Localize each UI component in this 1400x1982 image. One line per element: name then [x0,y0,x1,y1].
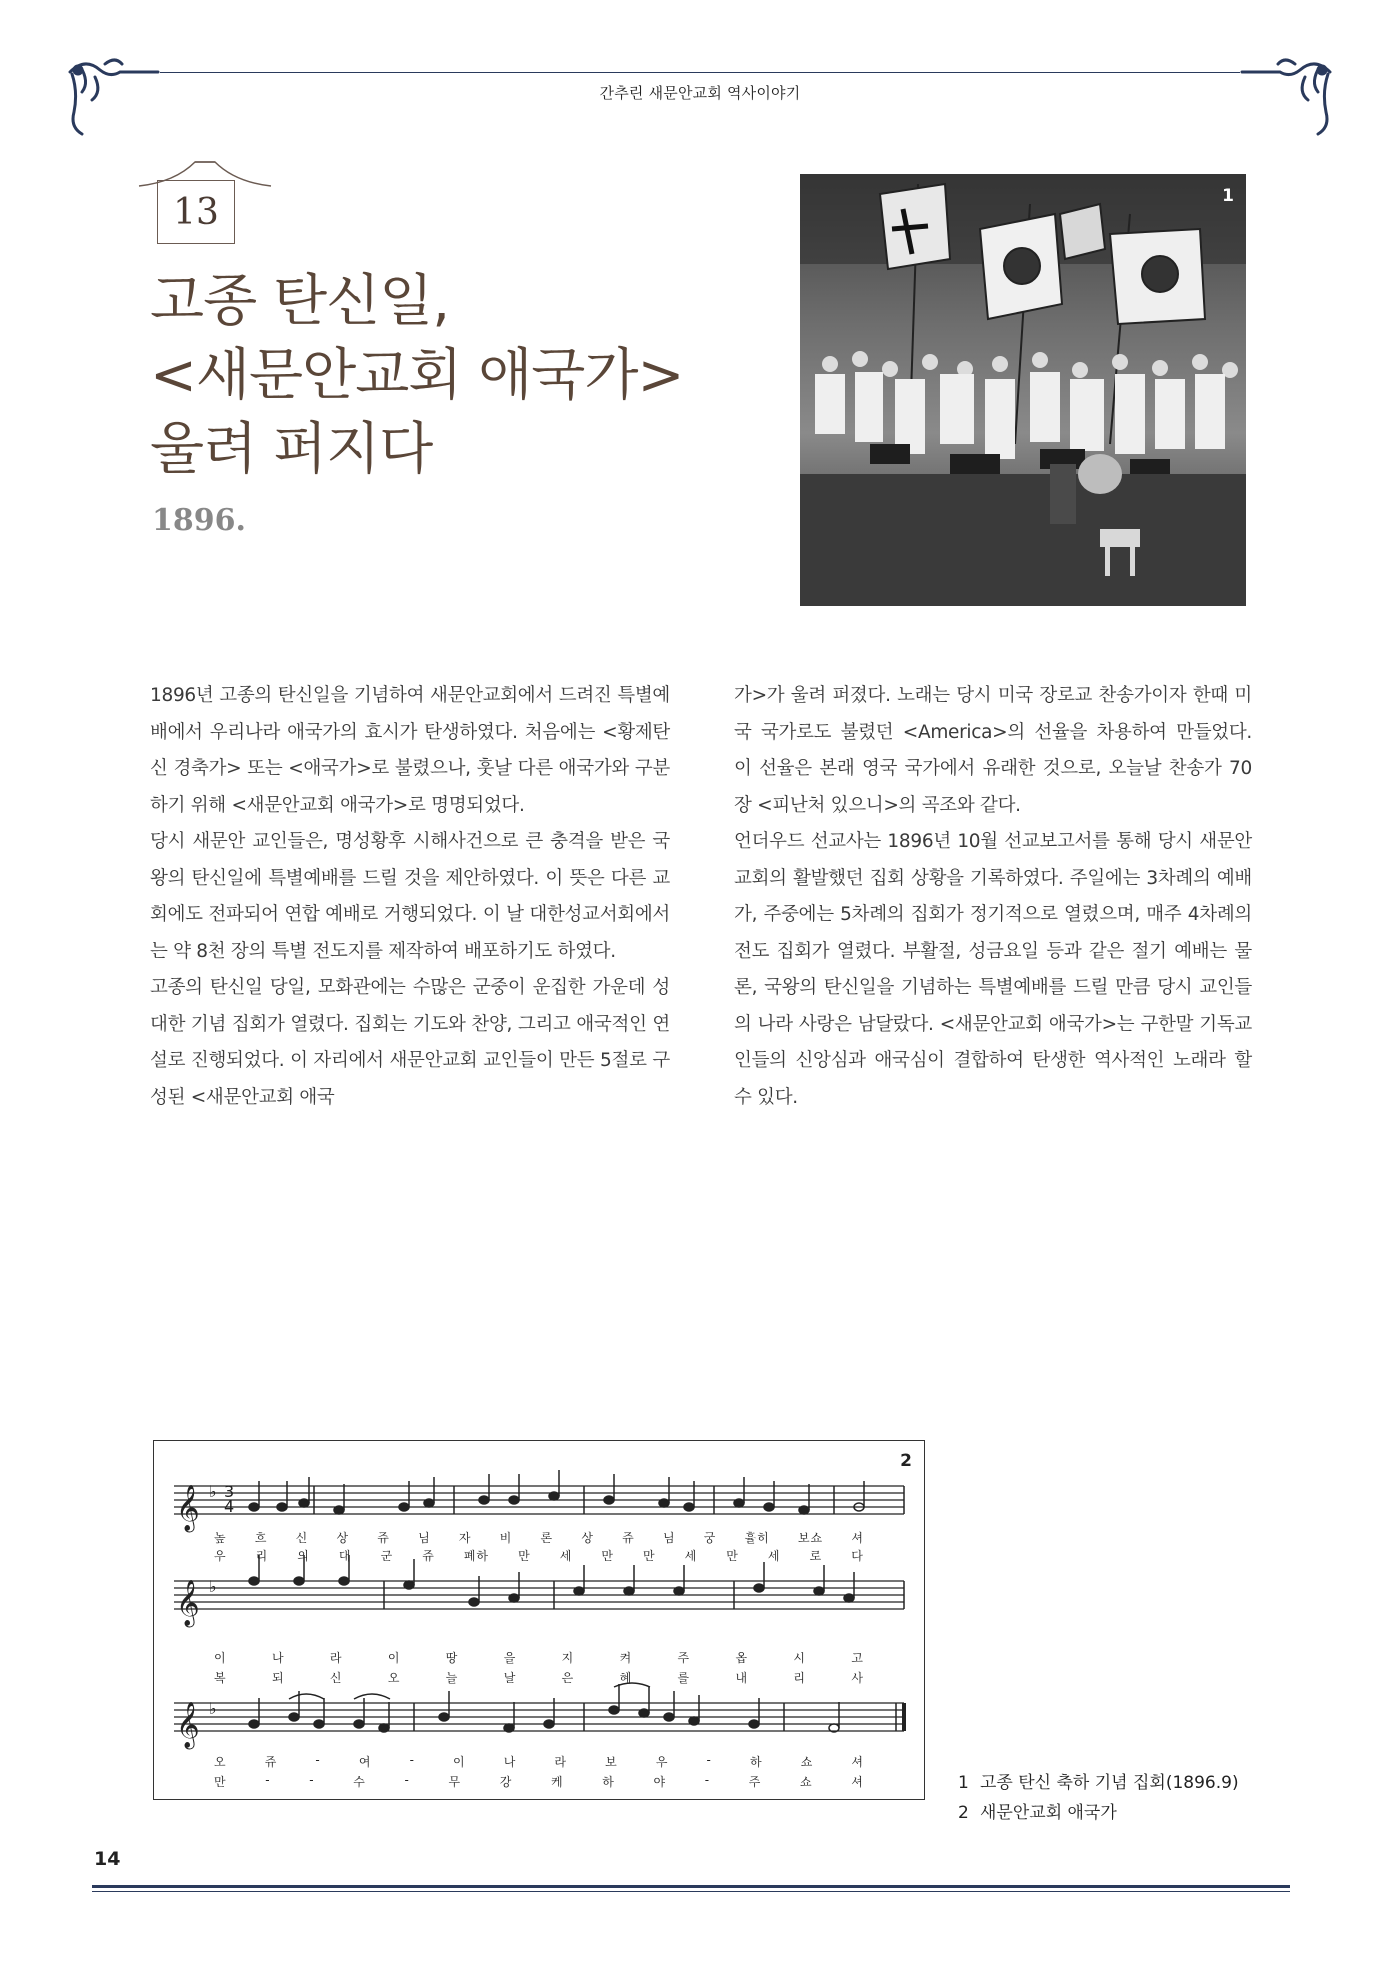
crowd-photo-illustration [800,174,1246,606]
svg-text:𝄞: 𝄞 [176,1702,200,1748]
lyric-line [214,1773,864,1790]
caption-item [958,1798,1239,1828]
lyric-syllable: 켜 [619,1651,633,1665]
chapter-title [150,265,710,487]
lyric-syllable: 주 [748,1775,762,1789]
figure-captions [958,1768,1239,1828]
chapter-title-line: <새문안교회 애국가> [150,343,684,408]
lyric-syllable: 나 [503,1755,517,1769]
lyric-syllable: 리 [255,1549,269,1563]
lyric-syllable: - [315,1753,321,1767]
lyric-syllable: 라 [329,1651,343,1665]
svg-text:4: 4 [224,1497,235,1516]
lyric-syllable: 우 [214,1549,227,1563]
caption-text: 새문안교회 애국가 [980,1803,1117,1823]
lyric-syllable: 신 [329,1671,343,1685]
lyric-syllable: 대 [338,1549,352,1563]
lyric-syllable: 만 [601,1549,614,1563]
music-score-figure [153,1440,925,1800]
body-column-right [734,678,1252,1116]
lyric-syllable: 군 [380,1549,394,1563]
paragraph: 1896년 고종의 탄신일을 기념하여 새문안교회에서 드려진 특별예배에서 우리나라 애국가의 효시가 탄생하였다. 처음에는 <황제탄신 경축가> 또는 <애국가>로 불렸으나, 훗날 다른 애국가와 구분하기 위해 <새문안교회 애국가>로 명명되었다. [150,685,670,816]
lyric-syllable: 높 [214,1531,227,1545]
svg-text:♭: ♭ [209,1482,217,1501]
svg-text:3: 3 [224,1482,235,1501]
lyric-line [214,1753,864,1770]
lyric-syllable: 론 [540,1531,554,1545]
caption-number: 2 [958,1803,969,1823]
lyric-syllable: 세 [767,1549,781,1563]
lyric-syllable: 수 [353,1775,366,1789]
lyric-syllable: 혜 [619,1671,633,1685]
lyric-syllable: 강 [499,1775,513,1789]
lyric-syllable: 오 [214,1755,227,1769]
caption-text: 고종 탄신 축하 기념 집회(1896.9) [980,1773,1239,1793]
lyric-syllable: - [404,1773,410,1787]
lyric-syllable: 사 [851,1671,864,1685]
lyric-syllable: 셔 [851,1531,864,1545]
paragraph: 가>가 울려 퍼졌다. 노래는 당시 미국 장로교 찬송가이자 한때 미국 국가로도 불렸던 <America>의 선율을 차용하여 만들었다. 이 선율은 본래 영국 국가에서 유래한 것으로, 오늘날 찬송가 70장 <피난처 있으니>의 곡조와 같다. [734,685,1252,816]
lyric-syllable: 하 [749,1755,763,1769]
lyric-line [214,1669,864,1686]
lyric-syllable: 자 [458,1531,472,1545]
lyric-syllable: 의 [297,1549,310,1563]
lyric-syllable: 셔 [851,1775,864,1789]
lyric-syllable: 나 [271,1651,285,1665]
figure-number-1: 1 [1222,186,1234,206]
paragraph: 당시 새문안 교인들은, 명성황후 시해사건으로 큰 충격을 받은 국왕의 탄신일에 특별예배를 드릴 것을 제안하였다. 이 뜻은 다른 교회에도 전파되어 연합 예배로 거행되었다. 이 날 대한성교서회에서는 약 8천 장의 특별 전도지를 제작하여 배포하기도 하였다. [150,831,670,962]
lyric-syllable: 이 [453,1755,466,1769]
body-column-left [150,678,670,1116]
caption-item [958,1768,1239,1798]
lyric-syllable: 만 [214,1775,227,1789]
lyric-syllable: 세 [559,1549,573,1563]
lyric-syllable: - [309,1773,315,1787]
lyric-syllable: 비 [499,1531,513,1545]
footer-rule [92,1885,1290,1888]
caption-number: 1 [958,1773,969,1793]
lyric-syllable: 만 [726,1549,739,1563]
svg-text:𝄞: 𝄞 [176,1580,200,1626]
lyric-syllable: 리 [793,1671,806,1685]
lyric-syllable: 쇼 [800,1775,813,1789]
lyric-line [214,1649,864,1666]
lyric-syllable: 만 [643,1549,656,1563]
lyric-syllable: 보 [605,1755,618,1769]
lyric-syllable: - [706,1753,712,1767]
lyric-syllable: 케 [551,1775,564,1789]
historical-photo [800,174,1246,606]
lyric-syllable: 내 [735,1671,749,1685]
svg-text:𝄞: 𝄞 [176,1485,200,1531]
lyric-syllable: 지 [561,1651,575,1665]
chapter-number: 13 [157,180,235,244]
lyric-syllable: 이 [387,1651,401,1665]
svg-text:♭: ♭ [209,1699,217,1718]
lyric-syllable: 상 [581,1531,594,1545]
lyric-syllable: 상 [336,1531,350,1545]
lyric-syllable: 복 [214,1671,227,1685]
lyric-syllable: 무 [448,1775,462,1789]
chapter-title-line: 고종 탄신일, [150,269,450,334]
lyric-syllable: 고 [851,1651,864,1665]
chapter-year: 1896. [152,503,246,538]
lyric-syllable: 라 [554,1755,568,1769]
lyric-syllable: 보쇼 [797,1531,824,1545]
lyric-syllable: 쥬 [377,1531,390,1545]
lyric-syllable: 우 [655,1755,669,1769]
lyric-syllable: 님 [662,1531,676,1545]
lyric-syllable: 휼히 [744,1531,770,1545]
lyric-syllable: 를 [677,1671,691,1685]
lyric-syllable: 세 [684,1549,698,1563]
running-header: 간추린 새문안교회 역사이야기 [599,84,801,102]
chapter-title-line: 울려 퍼지다 [150,417,433,482]
header-rule [160,72,1240,73]
lyric-syllable: 오 [387,1671,401,1685]
lyric-syllable: 쇼 [800,1755,814,1769]
lyric-line [214,1529,864,1546]
lyric-syllable: 폐하 [463,1549,490,1563]
svg-text:♭: ♭ [209,1577,217,1596]
figure-number-2: 2 [900,1451,912,1471]
lyric-syllable: 신 [295,1531,309,1545]
lyric-syllable: 여 [358,1755,372,1769]
lyric-syllable: 땅 [445,1651,459,1665]
lyric-syllable: 쥬 [264,1755,278,1769]
lyric-syllable: 궁 [703,1531,717,1545]
lyric-syllable: - [265,1773,271,1787]
lyric-syllable: 하 [602,1775,615,1789]
paragraph: 언더우드 선교사는 1896년 10월 선교보고서를 통해 당시 새문안교회의 활발했던 집회 상황을 기록하였다. 주일에는 3차례의 예배가, 주중에는 5차례의 집회가 정기적으로 열렸으며, 매주 4차례의 전도 집회가 열렸다. 부활절, 성금요일 등과 같은 절기 예배는 물론, 국왕의 탄신일을 기념하는 특별예배를 드릴 만큼 당시 교인들의 나라 사랑은 남달랐다. <새문안교회 애국가>는 구한말 기독교인들의 신앙심과 애국심이 결합하여 탄생한 역사적인 노래라 할 수 있다. [734,831,1252,1108]
lyric-syllable: 쥬 [422,1549,435,1563]
lyric-syllable: - [704,1773,711,1787]
lyric-line [214,1547,864,1564]
lyric-syllable: 은 [561,1671,575,1685]
lyric-syllable: 시 [793,1651,806,1665]
footer-rule-thin [92,1891,1290,1892]
lyric-syllable: 셔 [851,1755,864,1769]
lyric-syllable: - [409,1753,415,1767]
page-number: 14 [94,1848,121,1870]
paragraph: 고종의 탄신일 당일, 모화관에는 수많은 군중이 운집한 가운데 성대한 기념 집회가 열렸다. 집회는 기도와 찬양, 그리고 애국적인 연설로 진행되었다. 이 자리에서 새문안교회 교인들이 만든 5절로 구성된 <새문안교회 애국 [150,977,670,1108]
lyric-syllable: 옵 [735,1651,749,1665]
lyric-syllable: 만 [518,1549,531,1563]
lyric-syllable: 주 [677,1651,691,1665]
music-staff-illustration [154,1441,924,1799]
lyric-syllable: 쥬 [622,1531,635,1545]
lyric-syllable: 님 [418,1531,431,1545]
lyric-syllable: 을 [503,1651,517,1665]
lyric-syllable: 늘 [445,1671,459,1685]
lyric-syllable: 다 [851,1549,864,1563]
lyric-syllable: 되 [271,1671,285,1685]
lyric-syllable: 로 [809,1549,823,1563]
lyric-syllable: 날 [503,1671,517,1685]
lyric-syllable: 야 [653,1775,667,1789]
lyric-syllable: 흐 [254,1531,268,1545]
lyric-syllable: 이 [214,1651,227,1665]
